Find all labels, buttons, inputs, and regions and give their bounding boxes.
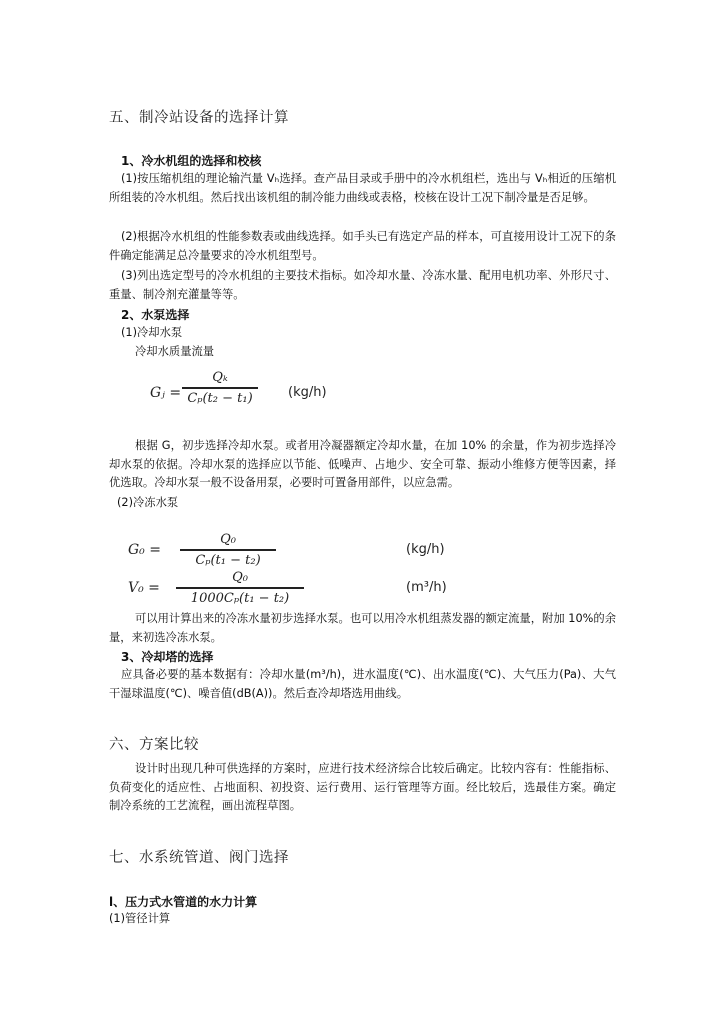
formula-1-numerator: Qₖ: [212, 370, 228, 385]
section-5-2-title: 2、水泵选择: [121, 308, 190, 322]
section-7-1-title: l、压力式水管道的水力计算: [109, 895, 258, 909]
section-5-title: 五、制冷站设备的选择计算: [109, 110, 289, 126]
section-6-paragraph-1: 设计时出现几种可供选择的方案时，应进行技术经济综合比较后确定。比较内容有：性能指标、负荷变化的适应性、占地面积、初投资、运行费用、运行管理等方面。经比较后，选最佳方案。确定制冷系统的工艺流程，画出流程草图。: [109, 762, 616, 812]
formula-1-unit: (kg/h): [288, 385, 327, 400]
formula-1-bar: [182, 387, 258, 389]
formula-1-fraction: [182, 370, 258, 406]
section-5-2-sub2: (2)冷冻水泵: [117, 496, 179, 509]
section-5-1-title: 1、冷水机组的选择和校核: [121, 154, 262, 168]
formula-chilled-water-mass-flow: [128, 532, 528, 572]
formula-3-bar: [176, 587, 304, 589]
formula-3-lhs: V₀ =: [128, 580, 160, 596]
section-5-1-paragraph-1: (1)按压缩机组的理论输汽量 Vₕ选择。查产品目录或手册中的冷水机组栏，选出与 Vₕ相近的压缩机所组装的冷水机组。然后找出该机组的制冷能力曲线或表格，校核在设计工况下制冷量是否足够。: [109, 172, 616, 204]
formula-1-lhs: Gⱼ =: [150, 385, 182, 401]
section-5-2-sub1-label: 冷却水质量流量: [135, 345, 215, 358]
section-5-3-title: 3、冷却塔的选择: [121, 650, 214, 664]
formula-chilled-water-volume-flow: [128, 570, 528, 610]
formula-2-bar: [180, 549, 276, 551]
formula-3-fraction: [176, 570, 304, 606]
formula-3-unit: (m³/h): [406, 580, 447, 595]
section-6-title: 六、方案比较: [109, 737, 199, 753]
section-5-2-sub1: (1)冷却水泵: [121, 326, 183, 339]
section-5-1-paragraph-3: (3)列出选定型号的冷水机组的主要技术指标。如冷却水量、冷冻水量、配用电机功率、外形尺寸、重量、制冷剂充灌量等等。: [109, 269, 616, 301]
section-5-2-paragraph-2: 可以用计算出来的冷冻水量初步选择水泵。也可以用冷水机组蒸发器的额定流量，附加 10%的余量，来初选冷冻水泵。: [109, 612, 616, 644]
formula-3-denominator: 1000Cₚ(t₁ − t₂): [190, 590, 290, 606]
section-5-2-paragraph-1: 根据 G，初步选择冷却水泵。或者用冷凝器额定冷却水量，在加 10% 的余量，作为初步选择冷却水泵的依据。冷却水泵的选择应以节能、低噪声、占地少、安全可靠、振动小维修方便等因素，择优选取。冷却水泵一般不设备用泵，必要时可置备用部件，以应急需。: [109, 439, 616, 489]
formula-2-denominator: Cₚ(t₁ − t₂): [195, 552, 261, 568]
formula-cooling-water-flow: [150, 370, 380, 418]
section-5-3-paragraph-1: 应具备必要的基本数据有：冷却水量(m³/h)，进水温度(℃)、出水温度(℃)、大气压力(Pa)、大气干湿球温度(℃)、噪音值(dB(A))。然后查冷却塔选用曲线。: [109, 668, 616, 700]
formula-2-unit: (kg/h): [406, 542, 445, 557]
section-7-title: 七、水系统管道、阀门选择: [109, 850, 289, 866]
formula-2-fraction: [180, 532, 276, 568]
formula-3-numerator: Q₀: [232, 570, 248, 585]
formula-2-lhs: G₀ =: [128, 542, 161, 558]
formula-2-numerator: Q₀: [220, 532, 236, 547]
section-7-1-sub1: (1)管径计算: [109, 912, 171, 925]
section-5-1-paragraph-2: (2)根据冷水机组的性能参数表或曲线选择。如手头已有选定产品的样本，可直接用设计工况下的条件确定能满足总冷量要求的冷水机组型号。: [109, 230, 616, 262]
formula-1-denominator: Cₚ(t₂ − t₁): [187, 390, 253, 406]
